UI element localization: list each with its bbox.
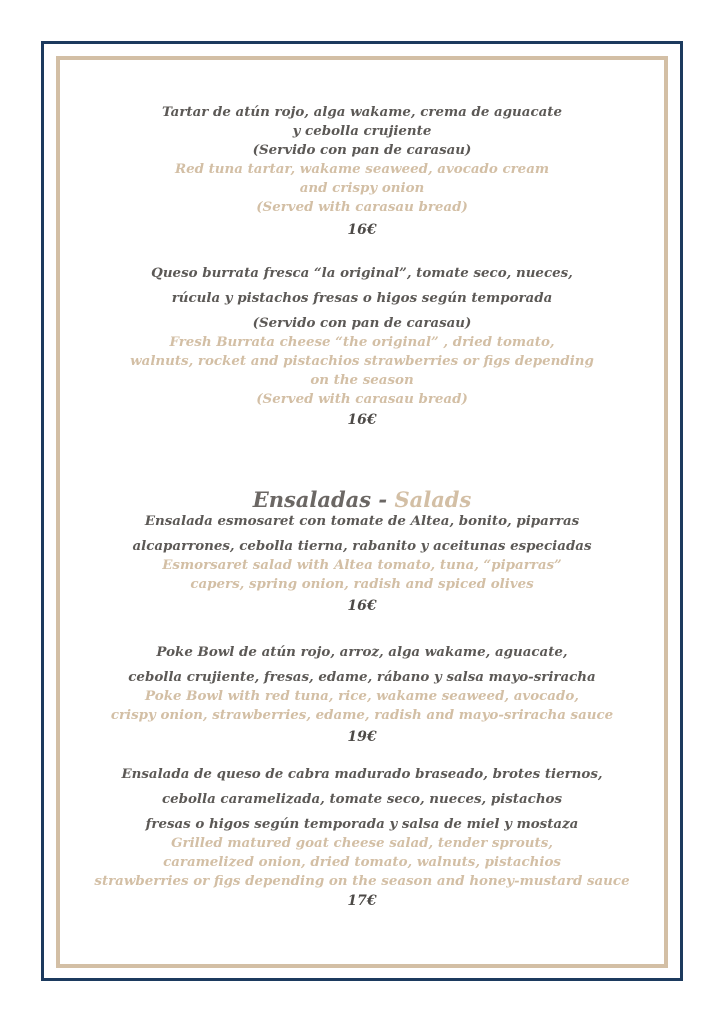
item-es-line: fresas o higos según temporada y salsa de miel y mostaza	[145, 816, 579, 832]
section-heading-es: Ensaladas -	[252, 487, 388, 512]
item-es-line: Queso burrata fresca “la original”, tomate seco, nueces,	[151, 265, 573, 281]
item-es-line: (Servido con pan de carasau)	[252, 315, 472, 331]
item-en-line: Fresh Burrata cheese “the original” , dried tomato,	[169, 334, 555, 350]
item-es-line: cebolla crujiente, fresas, edame, rábano y salsa mayo-sriracha	[128, 669, 596, 685]
menu-item-goat-cheese-salad	[0, 765, 724, 891]
item-es-line: rúcula y pistachos fresas o higos según temporada	[171, 290, 553, 306]
menu-item-esmorsaret-salad	[0, 512, 724, 594]
item-en-line: strawberries or figs depending on the season and honey-mustard sauce	[94, 873, 630, 889]
item-en-line: capers, spring onion, radish and spiced olives	[190, 576, 534, 592]
section-heading-en: Salads	[394, 487, 472, 512]
item-en-line: Poke Bowl with red tuna, rice, wakame seaweed, avocado,	[145, 688, 579, 704]
item-es-line: (Servido con pan de carasau)	[252, 142, 472, 158]
item-es-line: Tartar de atún rojo, alga wakame, crema de aguacate	[161, 104, 563, 120]
item-en-line: walnuts, rocket and pistachios strawberries or figs depending	[130, 353, 594, 369]
item-en-line: (Served with carasau bread)	[256, 391, 468, 407]
item-es-line: cebolla caramelizada, tomate seco, nueces, pistachos	[161, 791, 563, 807]
menu-item-burrata	[0, 264, 724, 409]
item-en-line: caramelized onion, dried tomato, walnuts, pistachios	[163, 854, 561, 870]
item-en-line: (Served with carasau bread)	[256, 199, 468, 215]
item-price: 16€	[347, 598, 377, 614]
item-es-line: Ensalada esmosaret con tomate de Altea, bonito, piparras	[144, 513, 580, 529]
item-en-line: Grilled matured goat cheese salad, tender sprouts,	[171, 835, 553, 851]
item-en-line: on the season	[310, 372, 414, 388]
section-heading	[0, 485, 724, 515]
item-es-line: y cebolla crujiente	[292, 123, 432, 139]
item-en-line: and crispy onion	[299, 180, 425, 196]
menu-item-tuna-tartar	[0, 103, 724, 217]
item-price: 16€	[347, 412, 377, 428]
item-es-line: Ensalada de queso de cabra madurado braseado, brotes tiernos,	[121, 766, 603, 782]
item-price: 17€	[347, 893, 377, 909]
item-es-line: Poke Bowl de atún rojo, arroz, alga wakame, aguacate,	[156, 644, 568, 660]
item-en-line: crispy onion, strawberries, edame, radish and mayo-sriracha sauce	[110, 707, 614, 723]
item-price: 16€	[347, 222, 377, 238]
item-price: 19€	[347, 729, 377, 745]
item-es-line: alcaparrones, cebolla tierna, rabanito y aceitunas especiadas	[132, 538, 592, 554]
menu-item-poke-bowl	[0, 643, 724, 725]
item-en-line: Esmorsaret salad with Altea tomato, tuna, “piparras”	[162, 557, 562, 573]
item-en-line: Red tuna tartar, wakame seaweed, avocado cream	[174, 161, 550, 177]
